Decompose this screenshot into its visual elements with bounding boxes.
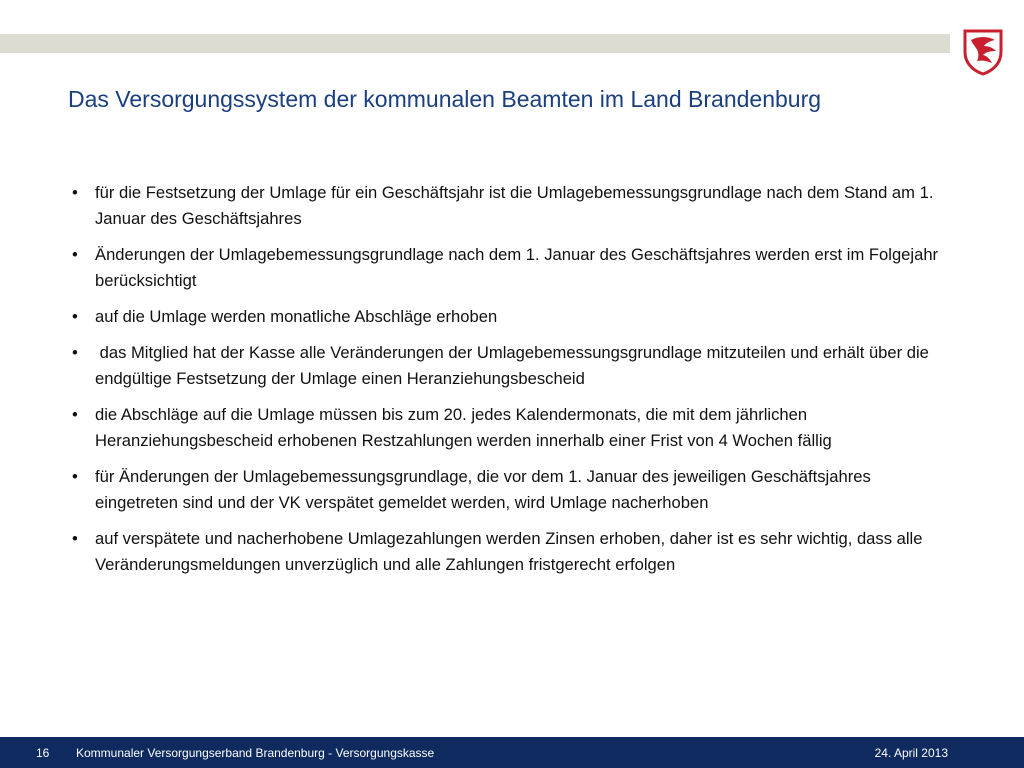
bullet-item <box>68 242 958 294</box>
bullet-item <box>68 180 958 232</box>
bullet-text: Änderungen der Umlagebemessungsgrundlage nach dem 1. Januar des Geschäftsjahres werden erst im Folgejahr berücksichtigt <box>95 245 939 290</box>
bullet-text: die Abschläge auf die Umlage müssen bis zum 20. jedes Kalendermonats, die mit dem jährlichen Heranziehungsbescheid erhobenen Restzahlungen werden innerhalb einer Frist von 4 Wochen fällig <box>95 405 832 450</box>
bullet-marker: • <box>72 183 78 202</box>
page-number: 16 <box>36 746 50 760</box>
bullet-marker: • <box>72 343 78 362</box>
bullet-item <box>68 340 958 392</box>
bullet-text: auf die Umlage werden monatliche Abschläge erhoben <box>95 307 498 326</box>
bullet-list <box>68 180 958 588</box>
bullet-item <box>68 526 958 578</box>
eagle-shield-icon <box>962 28 1004 76</box>
header-band <box>0 34 950 53</box>
bullet-marker: • <box>72 405 78 424</box>
bullet-marker: • <box>72 467 78 486</box>
bullet-marker: • <box>72 307 78 326</box>
bullet-marker: • <box>72 529 78 548</box>
bullet-text: für Änderungen der Umlagebemessungsgrundlage, die vor dem 1. Januar des jeweiligen Geschäftsjahres eingetreten sind und der VK verspätet gemeldet werden, wird Umlage nacherhoben <box>95 467 871 512</box>
bullet-marker: • <box>72 245 78 264</box>
footer-organization: Kommunaler Versorgungserband Brandenburg - Versorgungskasse <box>76 746 435 760</box>
slide-title: Das Versorgungssystem der kommunalen Beamten im Land Brandenburg <box>68 86 822 112</box>
bullet-item <box>68 402 958 454</box>
footer-date: 24. April 2013 <box>874 746 948 760</box>
bullet-item <box>68 464 958 516</box>
bullet-text: für die Festsetzung der Umlage für ein Geschäftsjahr ist die Umlagebemessungsgrundlage nach dem Stand am 1. Januar des Geschäftsjahres <box>95 183 934 228</box>
bullet-text: das Mitglied hat der Kasse alle Veränderungen der Umlagebemessungsgrundlage mitzuteilen und erhält über die endgültige Festsetzung der Umlage einen Heranziehungsbescheid <box>95 343 934 388</box>
footer-bar <box>0 737 1024 768</box>
bullet-text: auf verspätete und nacherhobene Umlagezahlungen werden Zinsen erhoben, daher ist es sehr wichtig, dass alle Veränderungsmeldungen unverzüglich und alle Zahlungen fristgerecht erfolgen <box>95 529 923 574</box>
bullet-item <box>68 304 958 330</box>
